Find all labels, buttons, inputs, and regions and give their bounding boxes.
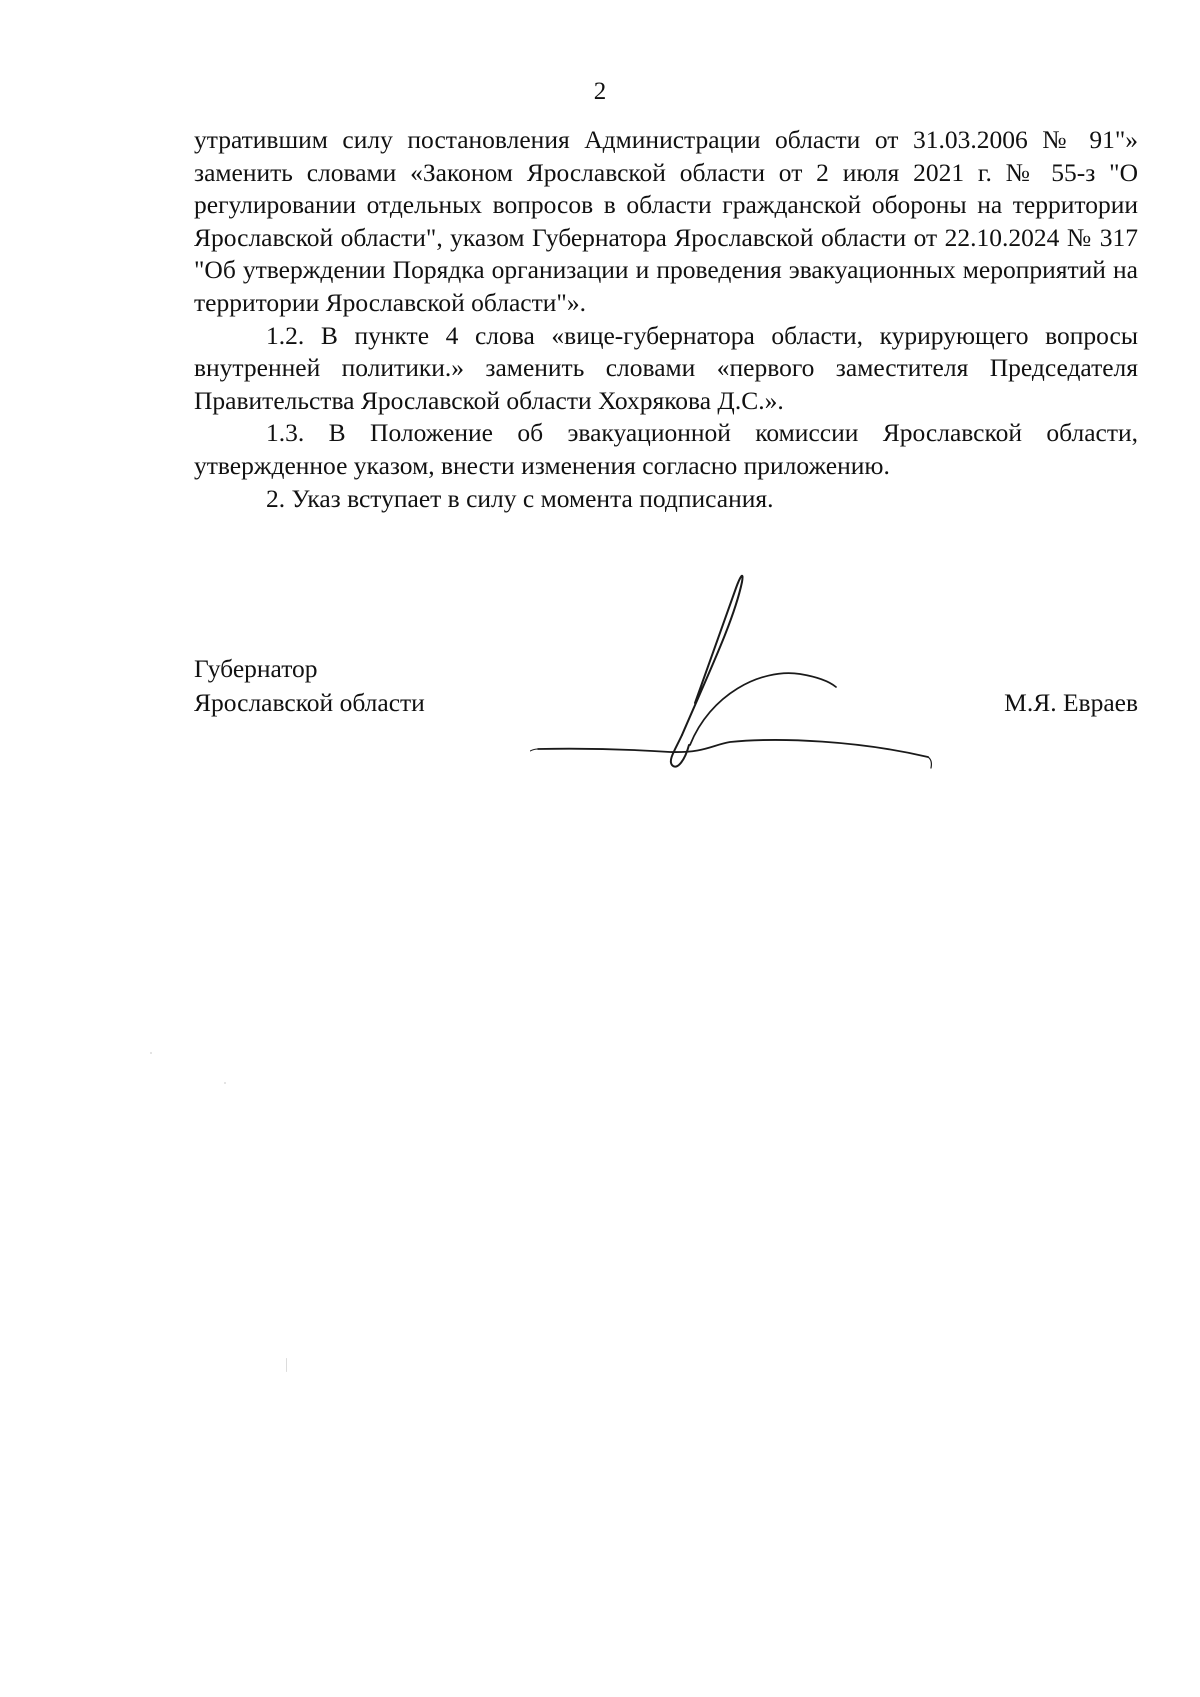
paragraph-1-2: 1.2. В пункте 4 слова «вице-губернатора области, курирующего вопросы внутренней политики.» заменить словами «первого заместителя Председателя Правительства Ярославской области Хохрякова Д.С.». [194, 320, 1138, 415]
scan-speck [224, 1082, 226, 1084]
signatory-position-line2: Ярославской области [194, 688, 425, 717]
signature-block [194, 652, 1138, 772]
paragraph-2: 2. Указ вступает в силу с момента подписания. [266, 483, 774, 513]
signatory-name: М.Я. Евраев [1004, 688, 1138, 717]
document-body [194, 124, 1138, 515]
paragraph-1-3: 1.3. В Положение об эвакуационной комиссии Ярославской области, утвержденное указом, внести изменения согласно приложению. [194, 418, 1138, 480]
scan-speck [286, 1358, 287, 1372]
scan-speck [150, 1052, 152, 1054]
signatory-position [194, 652, 425, 720]
paragraph-continuation: утратившим силу постановления Администрации области от 31.03.2006 № 91"» заменить словами «Законом Ярославской области от 2 июля 2021 г. № 55-з "О регулировании отдельных вопросов в области гражданской обороны на территории Ярославской области", указом Губернатора Ярославской области от 22.10.2024 № 317 "Об утверждении Порядка организации и проведения эвакуационных мероприятий на территории Ярославской области"». [194, 125, 1138, 317]
page-number: 2 [593, 78, 607, 105]
signatory-position-line1: Губернатор [194, 654, 318, 683]
